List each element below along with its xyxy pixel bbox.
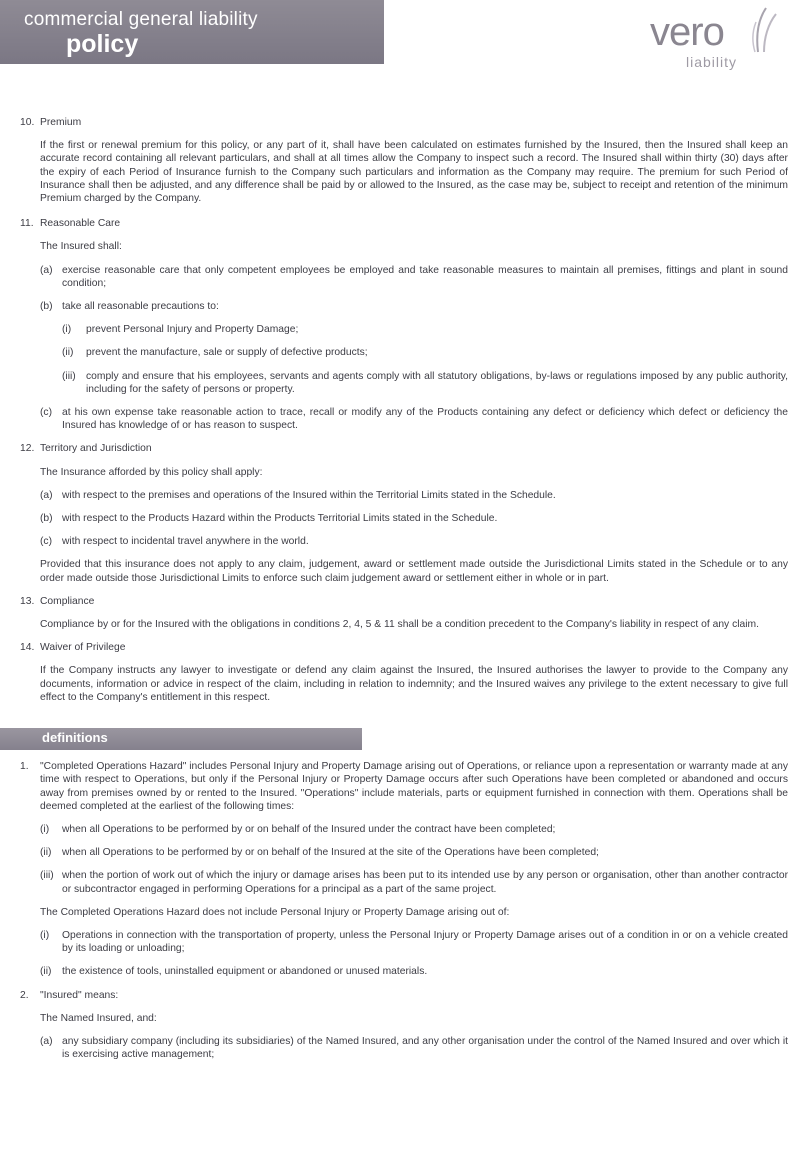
definition-1-exclusion-i: (i) Operations in connection with the transportation of property, unless the Personal Injury or Property Damage arises out of a condition in or on a vehicle created by its loading or unloading; bbox=[40, 929, 788, 955]
section-11-intro: The Insured shall: bbox=[40, 241, 122, 253]
section-13-title: 13. Compliance bbox=[20, 595, 95, 607]
section-11-item-b: (b) take all reasonable precautions to: bbox=[40, 301, 219, 313]
definition-2: 2. "Insured" means: bbox=[20, 989, 119, 1001]
section-11-item-a: (a) exercise reasonable care that only competent employees be employed and take reasonable measures to maintain all premises, fittings and plant in sound condition; bbox=[40, 264, 788, 289]
section-10-body: If the first or renewal premium for this policy, or any part of it, shall have been calculated on estimates furnished by the Insured, then the Insured shall keep an accurate record containing all relevant particulars, and shall at all times allow the Company to inspect such a record. The Insured shall within thirty (30) days after the expiry of each Period of Insurance furnish to the Company such particulars and information as the Company may require. The premium for such Period of Insurance shall then be adjusted, and any difference shall be paid by or allowed to the Insured, as the case may be, subject to receipt and retention of the minimum Premium charged by the Company. bbox=[40, 140, 788, 205]
section-11-item-b-ii: (ii) prevent the manufacture, sale or supply of defective products; bbox=[62, 347, 368, 359]
logo-brand-text: vero bbox=[650, 10, 724, 54]
definition-1-i: (i) when all Operations to be performed by or on behalf of the Insured under the contract have been completed; bbox=[40, 823, 556, 835]
leaf-mark-icon bbox=[752, 6, 778, 54]
header-title-line2: policy bbox=[66, 30, 139, 58]
section-12-proviso: Provided that this insurance does not apply to any claim, judgement, award or settlement made outside the Jurisdictional Limits stated in the Schedule or to any order made outside those Jurisdictional Limits to enforce such claim judgement award or settlement either in whole or in part. bbox=[40, 559, 788, 584]
vero-logo bbox=[648, 6, 778, 78]
section-12-item-a: (a) with respect to the premises and operations of the Insured within the Territorial Limits stated in the Schedule. bbox=[40, 489, 556, 501]
definition-2-named: The Named Insured, and: bbox=[40, 1012, 157, 1024]
header-title-line1: commercial general liability bbox=[24, 9, 258, 30]
definitions-band bbox=[0, 728, 362, 750]
definition-1-iii: (iii) when the portion of work out of which the injury or damage arises has been put to its intended use by any person or organisation, other than another contractor or subcontractor engaged in performing Operations for a principal as a part of the same project. bbox=[40, 870, 788, 895]
section-11-item-c: (c) at his own expense take reasonable action to trace, recall or modify any of the Products containing any defect or deficiency which defect or deficiency the Insured has knowledge of or has reason to suspect. bbox=[40, 407, 788, 432]
policy-content bbox=[20, 116, 788, 1071]
section-14-title: 14. Waiver of Privilege bbox=[20, 642, 126, 654]
definition-2-a: (a) any subsidiary company (including its subsidiaries) of the Named Insured, and any other organisation under the control of the Named Insured and over which it is exercising active management; bbox=[40, 1035, 788, 1061]
logo-sub-text: liability bbox=[686, 54, 738, 70]
section-12-title: 12. Territory and Jurisdiction bbox=[20, 443, 152, 455]
section-11-item-b-i: (i) prevent Personal Injury and Property Damage; bbox=[62, 324, 299, 336]
section-13-body: Compliance by or for the Insured with the obligations in conditions 2, 4, 5 & 11 shall be a condition precedent to the Company's liability in respect of any claim. bbox=[40, 619, 759, 631]
section-11-title: 11. Reasonable Care bbox=[20, 218, 121, 230]
definition-1-ii: (ii) when all Operations to be performed by or on behalf of the Insured at the site of the Operations have been completed; bbox=[40, 847, 599, 859]
section-12-item-b: (b) with respect to the Products Hazard within the Products Territorial Limits stated in the Schedule. bbox=[40, 513, 498, 525]
definition-1-exclusion-intro: The Completed Operations Hazard does not include Personal Injury or Property Damage arising out of: bbox=[40, 906, 510, 918]
definitions-heading: definitions bbox=[42, 730, 108, 746]
section-12-item-c: (c) with respect to incidental travel anywhere in the world. bbox=[40, 536, 309, 548]
definition-1-exclusion-ii: (ii) the existence of tools, uninstalled equipment or abandoned or unused materials. bbox=[40, 966, 428, 978]
section-10-title: 10. Premium bbox=[20, 117, 82, 128]
definition-1: 1. "Completed Operations Hazard" includes Personal Injury and Property Damage arising out of Operations, or reliance upon a representation or warranty made at any time with respect to Operations, but only if the Personal Injury or Property Damage occurs after such Operations have been completed or abandoned and occurs away from premises owned by or rented to the Insured. "Operations" include materials, parts or equipment furnished in connection with them. Operations shall be deemed completed at the earliest of the following times: bbox=[20, 761, 788, 812]
section-14-body: If the Company instructs any lawyer to investigate or defend any claim against the Insured, the Insured authorises the lawyer to provide to the Company any documents, information or advice in respect of the claim, including in relation to indemnity; and the Insured waives any privilege to the extent necessary to give full effect to the Company's entitlement in this respect. bbox=[40, 665, 788, 703]
section-12-intro: The Insurance afforded by this policy shall apply: bbox=[40, 466, 263, 478]
header-band bbox=[0, 0, 384, 64]
section-11-item-b-iii: (iii) comply and ensure that his employees, servants and agents comply with all statutory obligations, by-laws or regulations imposed by any public authority, including for the safety of persons or property. bbox=[62, 370, 788, 395]
